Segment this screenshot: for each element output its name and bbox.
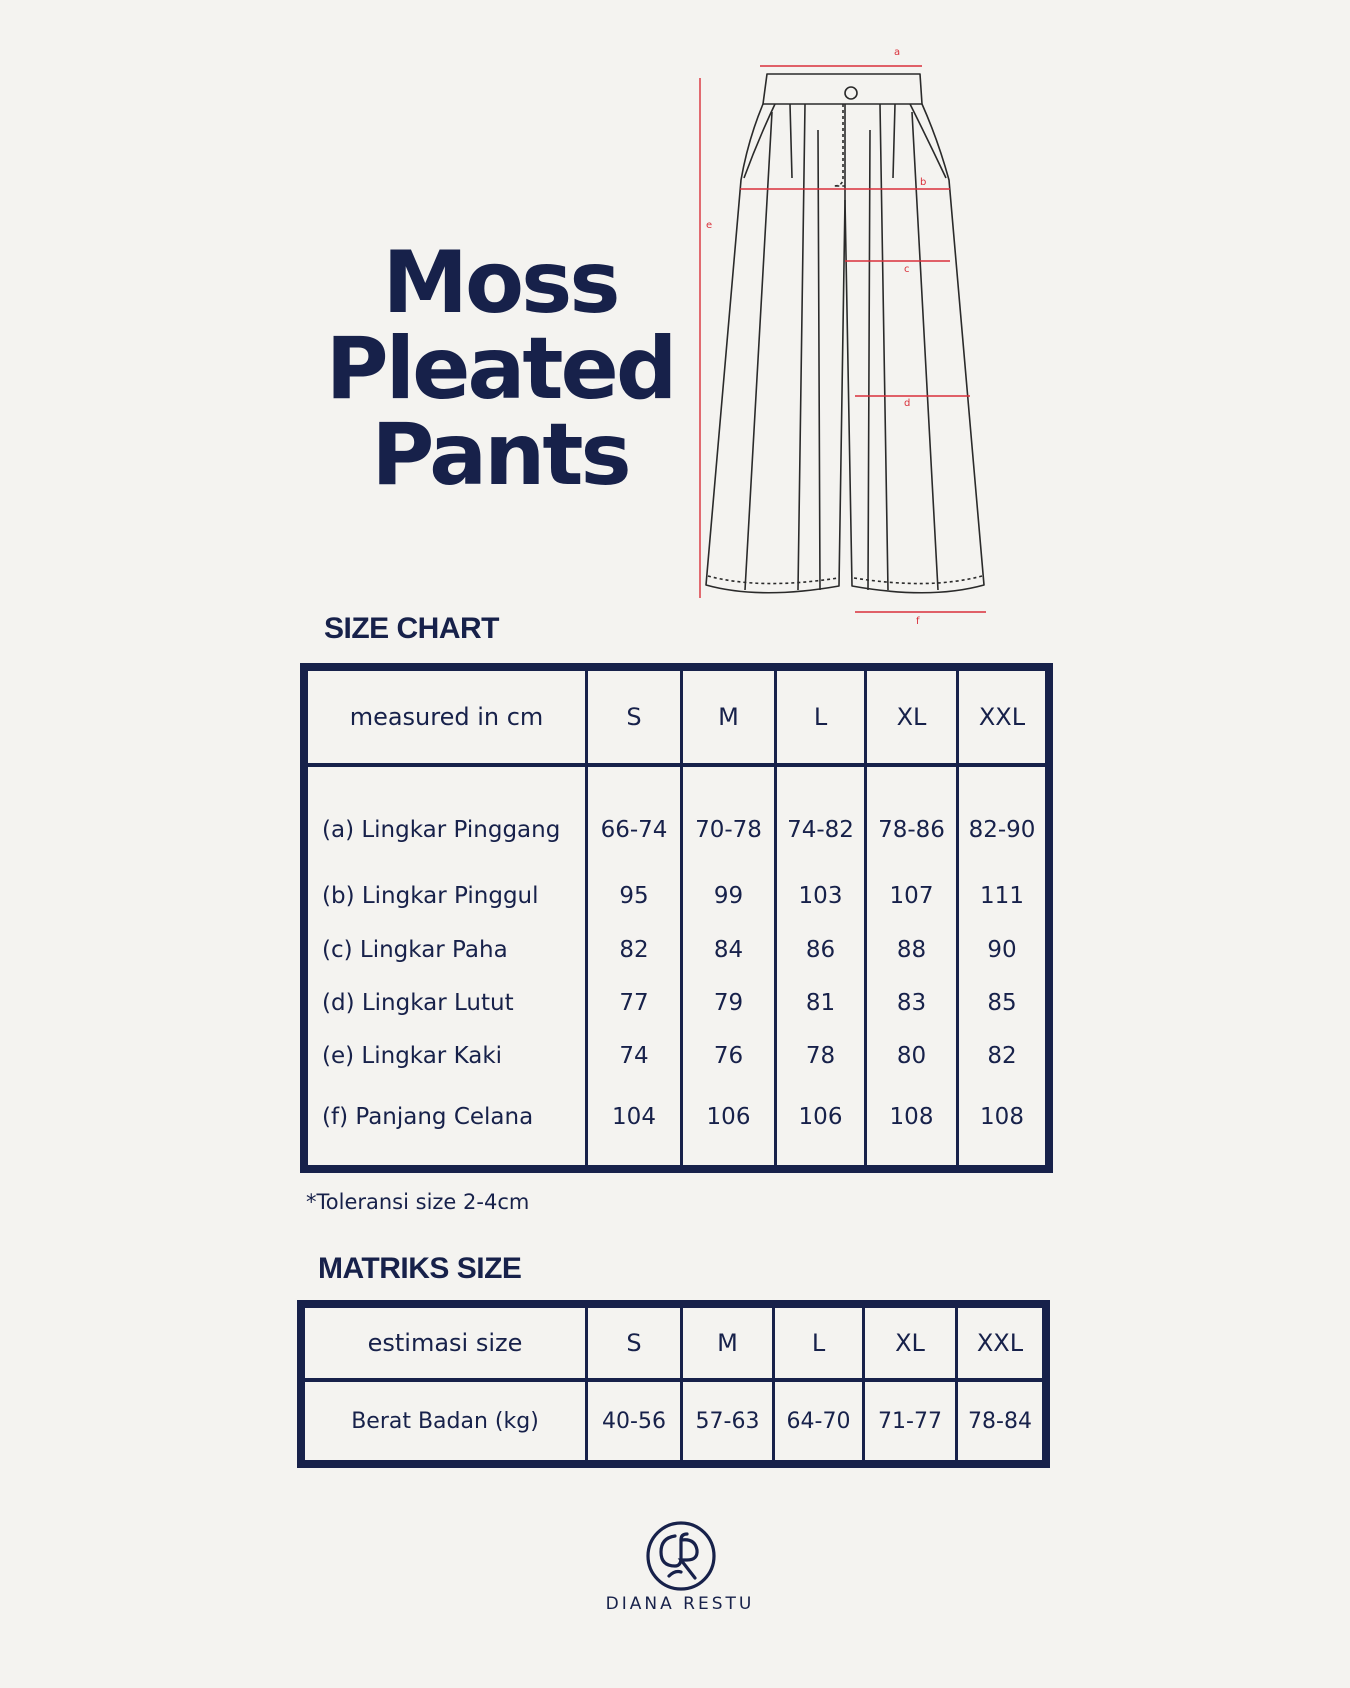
- matrix-header-row: [305, 1308, 1042, 1382]
- cell-value: 78: [777, 1030, 867, 1083]
- cell-value: 84: [683, 923, 777, 976]
- matrix-size-table: [297, 1300, 1050, 1468]
- pants-waistband: [763, 74, 922, 104]
- matrix-corner-label: estimasi size: [305, 1308, 588, 1382]
- cell-value: 78-86: [867, 767, 959, 870]
- brand-logo-icon: [645, 1520, 717, 1592]
- table-row: [308, 870, 1045, 923]
- cell-value: 74-82: [777, 767, 867, 870]
- cell-value: 64-70: [775, 1382, 865, 1460]
- pants-fly: [834, 104, 845, 186]
- product-title-line-2: Pleated: [325, 319, 675, 419]
- row-label: (b) Lingkar Pinggul: [308, 870, 588, 923]
- product-title-line-3: Pants: [371, 405, 629, 505]
- cell-value: 111: [980, 883, 1024, 910]
- size-col-xl: XL: [865, 1308, 958, 1382]
- cell-value: 80: [867, 1030, 959, 1083]
- measure-label-a: a: [894, 47, 901, 58]
- cell-value: 88: [867, 923, 959, 976]
- table-row: [308, 923, 1045, 976]
- size-chart-heading: SIZE CHART: [324, 612, 499, 645]
- size-col-s: S: [588, 1308, 683, 1382]
- row-label: (a) Lingkar Pinggang: [308, 767, 588, 870]
- pants-button: [845, 87, 857, 99]
- cell-value: 79: [683, 976, 777, 1029]
- size-col-l: L: [777, 671, 867, 767]
- cell-value: 108: [867, 1083, 959, 1165]
- cell-value: 95: [588, 870, 683, 923]
- tolerance-note: *Toleransi size 2-4cm: [306, 1190, 530, 1214]
- row-label: (f) Panjang Celana: [308, 1083, 588, 1165]
- table-row: [305, 1382, 1042, 1460]
- cell-value: 81: [777, 976, 867, 1029]
- cell-value: 103: [777, 870, 867, 923]
- row-label: (c) Lingkar Paha: [308, 923, 588, 976]
- cell-value: 83: [867, 976, 959, 1029]
- measure-label-c: c: [904, 264, 910, 275]
- pants-right-leg: [845, 104, 984, 593]
- row-label: Berat Badan (kg): [305, 1382, 588, 1460]
- cell-value: 106: [683, 1083, 777, 1165]
- size-col-xxl: XXL: [958, 1308, 1042, 1382]
- row-label: (e) Lingkar Kaki: [308, 1030, 588, 1083]
- cell-value: 106: [777, 1083, 867, 1165]
- cell-value: 40-56: [588, 1382, 683, 1460]
- brand-name: DIANA RESTU: [605, 1594, 755, 1614]
- cell-value: 70-78: [683, 767, 777, 870]
- table-row: [308, 1083, 1045, 1165]
- measure-label-e: e: [706, 220, 713, 231]
- pants-left-leg: [706, 104, 845, 593]
- cell-value: 66-74: [588, 767, 683, 870]
- row-label: (d) Lingkar Lutut: [308, 976, 588, 1029]
- measure-label-d: d: [904, 398, 911, 409]
- cell-value: 108: [980, 1103, 1024, 1130]
- pants-measurement-diagram: [0, 0, 1350, 650]
- size-chart-header-row: [308, 671, 1045, 767]
- size-col-l: L: [775, 1308, 865, 1382]
- cell-value: 78-84: [968, 1408, 1032, 1434]
- cell-value: 90: [987, 936, 1017, 963]
- matrix-size-heading: MATRIKS SIZE: [318, 1252, 522, 1285]
- cell-value: 85: [987, 989, 1017, 1016]
- cell-value: 57-63: [683, 1382, 775, 1460]
- table-row: [308, 1030, 1045, 1083]
- cell-value: 82: [588, 923, 683, 976]
- cell-value: 74: [588, 1030, 683, 1083]
- measure-label-f: f: [916, 616, 920, 627]
- cell-value: 104: [588, 1083, 683, 1165]
- size-col-s: S: [588, 671, 683, 767]
- product-title-line-1: Moss: [382, 233, 618, 333]
- cell-value: 77: [588, 976, 683, 1029]
- cell-value: 99: [683, 870, 777, 923]
- size-col-xxl: XXL: [959, 671, 1045, 767]
- cell-value: 107: [867, 870, 959, 923]
- measure-label-b: b: [920, 177, 927, 188]
- cell-value: 71-77: [865, 1382, 958, 1460]
- size-col-xl: XL: [867, 671, 959, 767]
- table-row: [308, 767, 1045, 870]
- cell-value: 76: [683, 1030, 777, 1083]
- size-chart-table: [300, 663, 1053, 1173]
- size-col-m: M: [683, 1308, 775, 1382]
- table-row: [308, 976, 1045, 1029]
- size-col-m: M: [683, 671, 777, 767]
- size-chart-corner-label: measured in cm: [308, 671, 588, 767]
- cell-value: 86: [777, 923, 867, 976]
- cell-value: 82-90: [968, 817, 1036, 844]
- cell-value: 82: [987, 1043, 1017, 1070]
